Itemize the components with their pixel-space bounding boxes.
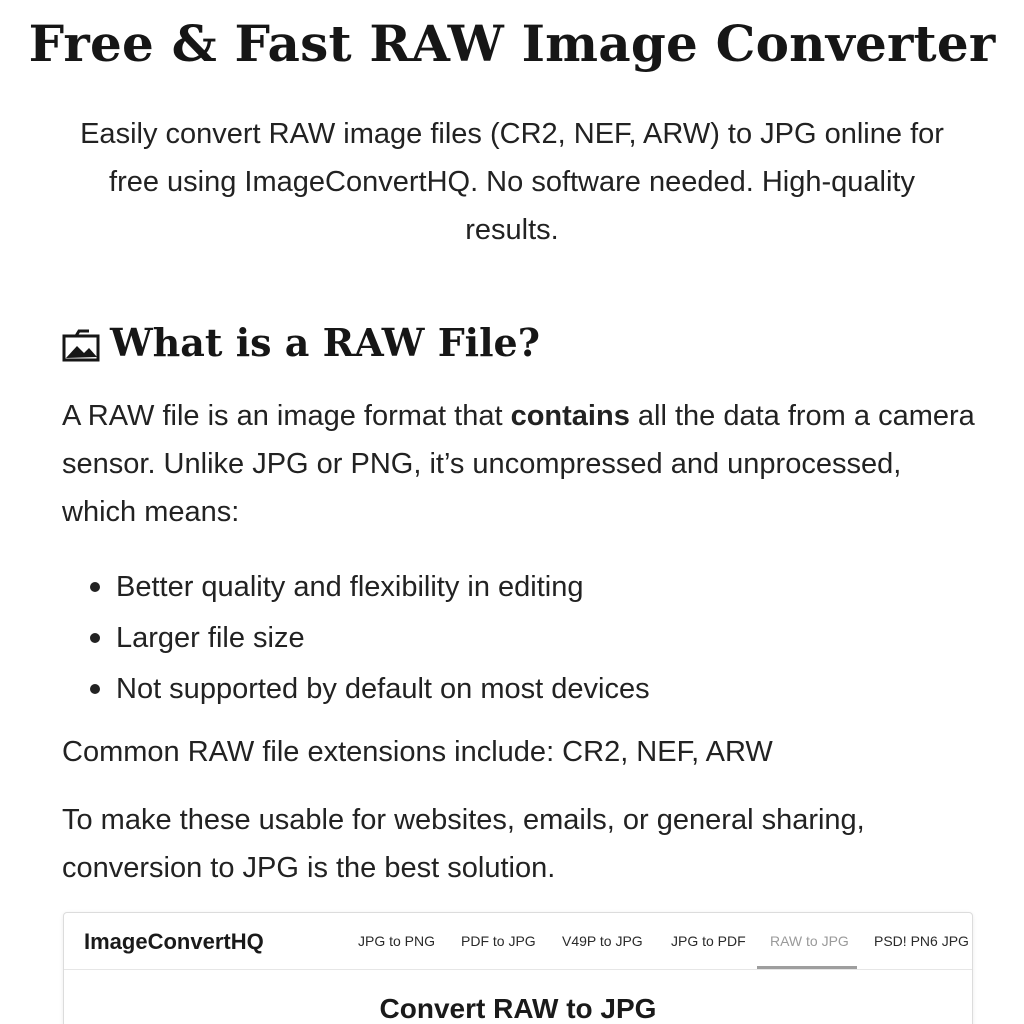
section-heading: [62, 320, 540, 365]
app-logo[interactable]: ImageConvertHQ: [84, 929, 264, 954]
extensions-text: Common RAW file extensions include: CR2, NEF, ARW: [62, 736, 773, 768]
nav-pdf-to-jpg[interactable]: PDF to JPG: [461, 933, 536, 949]
closing-text: To make these usable for websites, emails, or general sharing, conversion to JPG is the best solution.: [62, 804, 865, 884]
bullet-icon: [90, 684, 100, 694]
camera-icon: [62, 326, 100, 364]
bullet-icon: [90, 582, 100, 592]
list-item: [62, 664, 650, 715]
raw-definition-start: A RAW file is an image format that: [62, 400, 511, 432]
converter-heading: Convert RAW to JPG: [379, 993, 657, 1024]
intro-text: Easily convert RAW image files (CR2, NEF, ARW) to JPG online for free using ImageConvertHQ. No software needed. High-quality results.: [80, 118, 944, 246]
raw-definition: [62, 392, 982, 536]
raw-benefits-list: [62, 562, 650, 715]
active-tab-indicator: [757, 966, 857, 969]
nav-v49p-to-jpg[interactable]: V49P to JPG: [562, 933, 643, 949]
raw-definition-end: all the data from a camera sensor. Unlike JPG or PNG, it’s uncompressed and unprocessed, which means:: [62, 400, 975, 528]
nav-jpg-to-png[interactable]: JPG to PNG: [358, 933, 436, 949]
section-heading-text: What is a RAW File?: [110, 320, 540, 365]
app-navbar: [64, 913, 972, 970]
nav-psd-png-jpg[interactable]: PSD! PN6 JPG: [874, 933, 969, 949]
list-item: [62, 562, 650, 613]
list-item-text: Not supported by default on most devices: [116, 673, 650, 705]
bullet-icon: [90, 633, 100, 643]
nav-raw-to-jpg[interactable]: RAW to JPG: [770, 933, 849, 949]
app-screenshot: [63, 912, 973, 1024]
list-item: [62, 613, 650, 664]
nav-jpg-to-pdf[interactable]: JPG to PDF: [671, 933, 746, 949]
list-item-text: Better quality and flexibility in editing: [116, 571, 584, 603]
list-item-text: Larger file size: [116, 622, 305, 654]
page-title: Free & Fast RAW Image Converter: [28, 14, 996, 73]
raw-definition-bold: contains: [510, 400, 630, 432]
